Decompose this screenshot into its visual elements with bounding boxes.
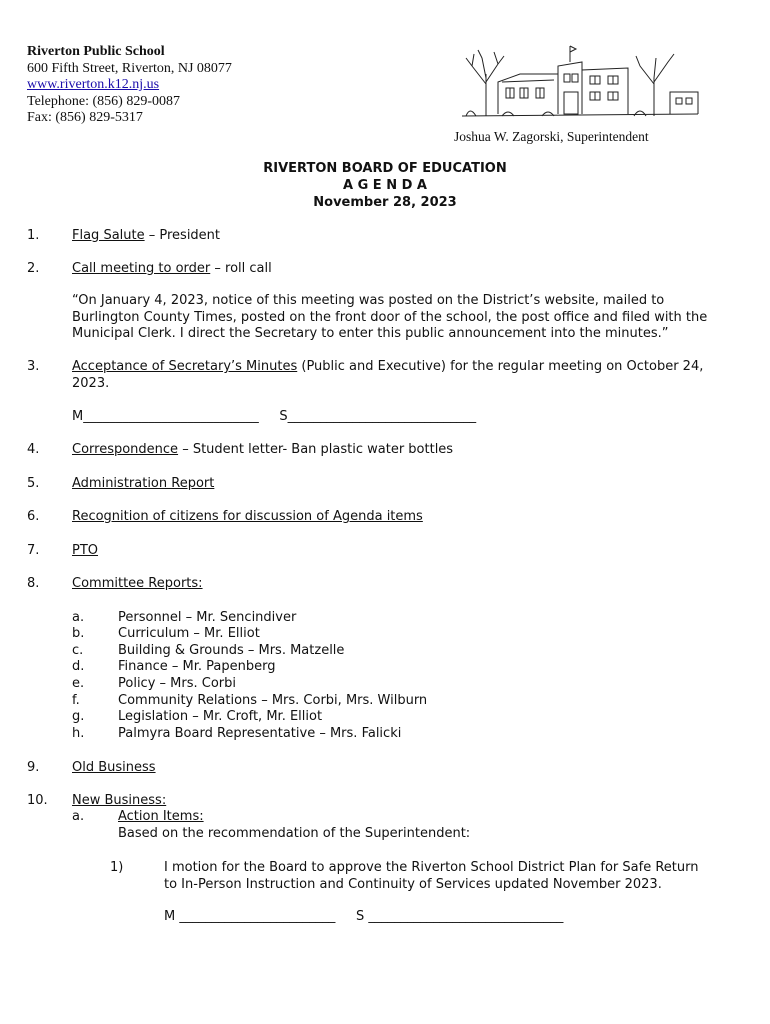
motion-second-line: M___________________________ S_____________________________ xyxy=(72,409,477,424)
item-detail: (Public and Executive) for the regular meeting on October 24, xyxy=(297,359,704,374)
motion-text-line: I motion for the Board to approve the Riverton School District Plan for Safe Return xyxy=(164,860,699,875)
committee-letter: b. xyxy=(72,626,85,641)
agenda-item-administration-report: Administration Report xyxy=(72,476,215,491)
school-name: Riverton Public School xyxy=(27,44,165,59)
board-title: RIVERTON BOARD OF EDUCATION xyxy=(263,161,507,176)
action-items-intro: Based on the recommendation of the Superintendent: xyxy=(118,826,471,841)
motion-text-line: to In-Person Instruction and Continuity of Services updated November 2023. xyxy=(164,877,662,892)
item-number: 8. xyxy=(27,576,40,591)
committee-item: Policy – Mrs. Corbi xyxy=(118,676,236,691)
motion-number: 1) xyxy=(110,860,124,875)
item-number: 2. xyxy=(27,261,40,276)
committee-letter: f. xyxy=(72,693,80,708)
public-notice-line: Municipal Clerk. I direct the Secretary to enter this public announcement into the minutes.” xyxy=(72,326,669,341)
item-number: 9. xyxy=(27,760,40,775)
item-title: Call meeting to order xyxy=(72,261,211,276)
committee-item: Legislation – Mr. Croft, Mr. Elliot xyxy=(118,709,323,724)
item-detail: – Student letter- Ban plastic water bottles xyxy=(178,442,454,457)
public-notice-line: “On January 4, 2023, notice of this meeting was posted on the District’s website, mailed to xyxy=(72,293,665,308)
telephone: Telephone: (856) 829-0087 xyxy=(27,93,180,109)
motion-second-line: M ________________________ S ______________________________ xyxy=(164,909,564,924)
item-title: Correspondence xyxy=(72,442,179,457)
item-detail: – President xyxy=(144,228,221,243)
agenda-item-pto: PTO xyxy=(72,543,99,558)
agenda-item-correspondence xyxy=(72,442,453,459)
committee-letter: e. xyxy=(72,676,85,691)
committee-item: Curriculum – Mr. Elliot xyxy=(118,626,260,641)
agenda-title: A G E N D A xyxy=(343,178,427,193)
item-detail-continued: 2023. xyxy=(72,376,110,391)
committee-item: Finance – Mr. Papenberg xyxy=(118,659,276,674)
school-address: 600 Fifth Street, Riverton, NJ 08077 xyxy=(27,60,232,76)
agenda-item-flag-salute xyxy=(72,228,220,245)
item-number: 6. xyxy=(27,509,40,524)
committee-item: Community Relations – Mrs. Corbi, Mrs. Wilburn xyxy=(118,693,428,708)
committee-item: Personnel – Mr. Sencindiver xyxy=(118,610,297,625)
fax: Fax: (856) 829-5317 xyxy=(27,110,143,125)
committee-letter: h. xyxy=(72,726,85,741)
letterhead xyxy=(27,44,232,127)
committee-letter: c. xyxy=(72,643,84,658)
school-building-illustration xyxy=(458,44,704,120)
committee-letter: g. xyxy=(72,709,85,724)
item-number: 5. xyxy=(27,476,40,491)
item-number: 7. xyxy=(27,543,40,558)
public-notice-line: Burlington County Times, posted on the front door of the school, the post office and filed with the xyxy=(72,310,708,325)
website-link[interactable]: www.riverton.k12.nj.us xyxy=(27,77,160,92)
item-title: Flag Salute xyxy=(72,228,145,243)
agenda-item-committee-reports: Committee Reports: xyxy=(72,576,203,591)
superintendent-name: Joshua W. Zagorski, Superintendent xyxy=(454,129,649,144)
item-title: Acceptance of Secretary’s Minutes xyxy=(72,359,298,374)
agenda-item-new-business: New Business: xyxy=(72,793,167,808)
subitem-letter: a. xyxy=(72,809,85,824)
agenda-item-call-to-order xyxy=(72,261,272,278)
agenda-item-old-business: Old Business xyxy=(72,760,156,775)
item-number: 3. xyxy=(27,359,40,374)
committee-item: Building & Grounds – Mrs. Matzelle xyxy=(118,643,345,658)
item-number: 4. xyxy=(27,442,40,457)
agenda-item-recognition-of-citizens: Recognition of citizens for discussion of Agenda items xyxy=(72,509,423,524)
action-items-title: Action Items: xyxy=(118,809,204,824)
item-number: 1. xyxy=(27,228,40,243)
agenda-item-minutes xyxy=(72,359,703,376)
committee-item: Palmyra Board Representative – Mrs. Falicki xyxy=(118,726,402,741)
committee-letter: a. xyxy=(72,610,85,625)
item-detail: – roll call xyxy=(210,261,272,276)
committee-letter: d. xyxy=(72,659,85,674)
item-number: 10. xyxy=(27,793,48,808)
meeting-date: November 28, 2023 xyxy=(313,195,457,210)
